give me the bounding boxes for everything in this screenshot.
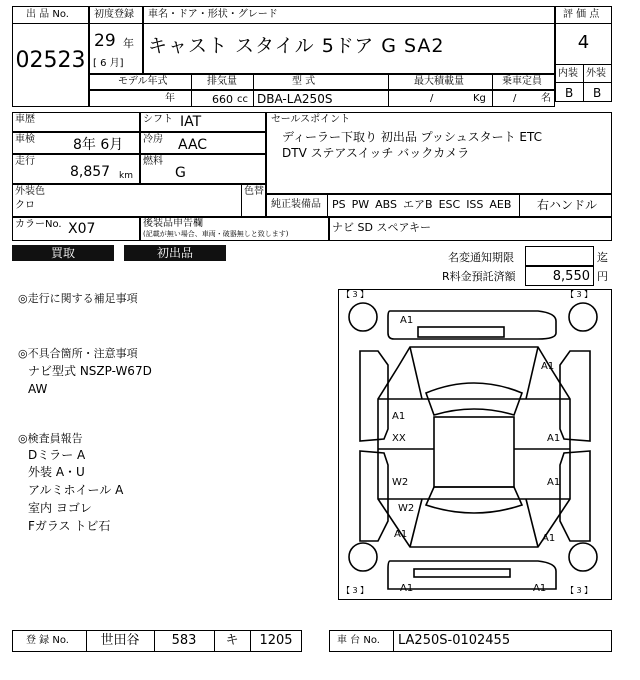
- registration-area: 世田谷: [100, 633, 140, 648]
- equipment-item: ABS: [375, 198, 398, 211]
- inspector-report-title: ◎検査員報告: [18, 432, 83, 445]
- steering-side: 右ハンドル: [537, 198, 598, 212]
- equipment-item: PS: [332, 198, 346, 211]
- buy-bar: 買取: [12, 245, 114, 261]
- recycle-fee-label: R料金預託済額: [442, 270, 516, 283]
- equipment-item: ISS: [466, 198, 484, 211]
- mark-right-front-fender: A1: [541, 361, 555, 372]
- shift-value: IAT: [180, 114, 202, 130]
- fuel-value: G: [175, 165, 186, 181]
- max-load-label: 最大積載量: [414, 76, 464, 87]
- car-body-outline: [378, 347, 570, 547]
- equipment-item: PW: [351, 198, 370, 211]
- exterior-grade: B: [593, 86, 602, 100]
- name-change-deadline-unit: 迄: [597, 251, 608, 264]
- recycle-fee-value: 8,550: [552, 269, 590, 284]
- car-diagram: [338, 289, 612, 600]
- lot-number-label: 出 品 No.: [26, 9, 69, 20]
- mileage-value: 8,857: [70, 164, 111, 180]
- tag-top-right: 【 3 】: [566, 290, 593, 299]
- mark-right-rear-fender: A1: [542, 533, 556, 544]
- registration-number: 1205: [259, 633, 293, 648]
- wheel-front-right-icon: [569, 303, 597, 331]
- mark-rear-bumper-right: A1: [533, 583, 547, 594]
- inspector-line-2: 外装 A・U: [28, 465, 85, 479]
- ac-value: AAC: [178, 137, 208, 153]
- inspector-line-4: 室内 ヨゴレ: [28, 501, 92, 515]
- fuel-label: 燃料: [143, 156, 163, 167]
- chassis-label: 車 台 No.: [337, 635, 380, 646]
- shift-label: シフト: [143, 114, 173, 125]
- mileage-unit: km: [119, 171, 133, 181]
- model-year-unit: 年: [165, 93, 175, 104]
- capacity-label: 乗車定員: [502, 76, 542, 87]
- tag-bottom-right: 【 3 】: [566, 586, 593, 595]
- inspector-line-5: Fガラス トビ石: [28, 519, 111, 533]
- mark-left-rear-quarter: W2: [398, 503, 415, 514]
- first-registration-label: 初度登録: [94, 9, 134, 20]
- mark-right-rear-door: A1: [547, 477, 561, 488]
- right-side-profile: [560, 351, 590, 441]
- model-code: DBA-LA250S: [257, 92, 333, 106]
- first-registration-month: [ 6 月]: [93, 58, 124, 69]
- tag-top-left: 【 3 】: [342, 290, 369, 299]
- mark-left-rear-fender: A1: [394, 529, 408, 540]
- exterior-color-box: [12, 184, 266, 217]
- exterior-label: 外装: [586, 68, 606, 79]
- model-year-label: モデル年式: [118, 76, 168, 87]
- tag-bottom-left: 【 3 】: [342, 586, 369, 595]
- first-registration-year-unit: 年: [123, 37, 134, 50]
- sales-points-line-2: DTV ステアスイッチ バックカメラ: [282, 146, 470, 160]
- displacement-unit: cc: [237, 94, 248, 105]
- grade-value: 4: [577, 32, 590, 53]
- interior-label: 内装: [558, 68, 578, 79]
- sales-points-line-1: ディーラー下取り 初出品 プッシュスタート ETC: [282, 130, 542, 144]
- chassis-number: LA250S-0102455: [398, 633, 511, 648]
- equipment-item: AEB: [489, 198, 512, 211]
- ac-label: 冷房: [143, 134, 163, 145]
- rear-window-shape: [426, 487, 522, 513]
- inspection-value: 8年 6月: [73, 137, 124, 153]
- inspector-line-1: Dミラー A: [28, 448, 86, 462]
- capacity-unit: 名: [541, 93, 551, 104]
- aftermarket-value: ナビ SD スペアキー: [332, 221, 432, 234]
- mark-right-front-door: A1: [547, 433, 561, 444]
- mark-rear-bumper-left: A1: [400, 583, 414, 594]
- exterior-color-label: 外装色: [15, 186, 45, 197]
- max-load-unit: Kg: [473, 93, 486, 104]
- mark-left-rear-door: W2: [392, 477, 409, 488]
- equipment-item: ESC: [438, 198, 461, 211]
- registration-label: 登 録 No.: [26, 635, 69, 646]
- left-side-profile: [360, 351, 388, 441]
- inspector-line-3: アルミホイール A: [28, 483, 124, 497]
- name-change-deadline-label: 名変通知期限: [448, 251, 514, 264]
- wheel-rear-right-icon: [569, 543, 597, 571]
- name-change-deadline-box: [525, 246, 594, 266]
- defects-line-1: ナビ型式 NSZP-W67D: [28, 364, 152, 378]
- registration-kana: キ: [225, 633, 239, 648]
- car-name-label: 車名・ドア・形状・グレード: [148, 9, 278, 20]
- mark-left-front-door: A1: [392, 411, 406, 422]
- first-listing-bar: 初出品: [124, 245, 226, 261]
- mark-left-front-door-xx: XX: [392, 433, 406, 444]
- mark-front-bumper: A1: [400, 315, 414, 326]
- capacity-separator: /: [513, 93, 517, 104]
- equipment-item: エアB: [403, 198, 433, 211]
- wheel-rear-left-icon: [349, 543, 377, 571]
- wheel-front-left-icon: [349, 303, 377, 331]
- aftermarket-note: (記載が無い場合、車両・破器無しと致します): [143, 230, 289, 238]
- color-number-value: X07: [68, 221, 96, 237]
- inspection-label: 車検: [15, 134, 35, 145]
- sales-points-label: セールスポイント: [271, 114, 351, 125]
- aftermarket-label: 後装品申告欄: [143, 218, 203, 229]
- grade-label: 評 価 点: [563, 9, 600, 20]
- car-name: キャスト スタイル 5ドア G SA2: [148, 35, 445, 57]
- roof-shape: [434, 417, 514, 487]
- registration-class: 583: [171, 633, 197, 648]
- front-grille-shape: [418, 327, 504, 337]
- first-registration-year: 29: [94, 31, 116, 51]
- history-label: 車歴: [15, 114, 35, 125]
- recycle-fee-unit: 円: [597, 270, 608, 283]
- displacement-label: 排気量: [207, 76, 237, 87]
- equipment-list: [332, 199, 517, 210]
- displacement-value: 660: [212, 93, 233, 106]
- defects-title: ◎不具合箇所・注意事項: [18, 347, 138, 360]
- lot-number: 02523: [15, 48, 86, 73]
- defects-line-2: AW: [28, 382, 48, 396]
- mileage-label: 走行: [15, 156, 35, 167]
- equipment-label: 純正装備品: [271, 199, 321, 210]
- max-load-separator: /: [430, 93, 434, 104]
- model-code-label: 型 式: [292, 76, 316, 87]
- interior-grade: B: [565, 86, 574, 100]
- color-change-label: 色替: [244, 186, 264, 197]
- color-number-label: カラーNo.: [15, 219, 62, 230]
- exterior-color-value: クロ: [15, 200, 35, 211]
- driving-notes-title: ◎走行に関する補足事項: [18, 292, 138, 305]
